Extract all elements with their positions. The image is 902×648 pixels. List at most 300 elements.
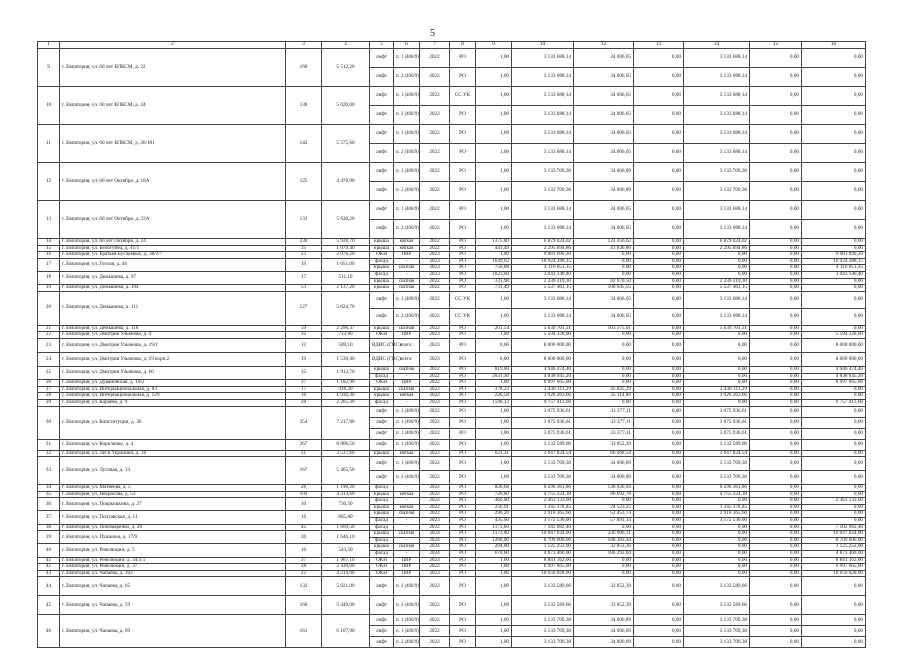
data-cell: 2 295 694,86 xyxy=(684,245,750,252)
data-cell: 0,00 xyxy=(750,439,802,450)
row-number: 46 xyxy=(38,615,60,648)
data-cell: 1,00 xyxy=(476,49,512,68)
data-cell: 256,91 xyxy=(476,504,512,511)
data-cell: 2022 xyxy=(420,485,450,492)
data-cell: РО xyxy=(450,245,476,252)
table-body xyxy=(38,49,866,648)
area-cell: 1 669,50 xyxy=(322,524,370,531)
data-cell: 2022 xyxy=(420,239,450,246)
data-cell: 6 879 024,02 xyxy=(512,239,574,246)
data-cell: всего: xyxy=(394,352,420,366)
data-cell: 33 852,39 xyxy=(574,577,634,596)
row-number: 43 xyxy=(38,570,60,577)
data-cell: 0,00 xyxy=(802,285,866,292)
data-cell: 1,00 xyxy=(476,163,512,182)
data-cell: 0,00 xyxy=(634,615,684,626)
data-cell: 5 594 328,00 xyxy=(512,332,574,339)
address-cell: г. Евпатория, ул. Чапаева, д. 59 xyxy=(60,596,286,615)
column-header: 9 xyxy=(476,42,512,49)
count-cell: 167 xyxy=(286,457,322,485)
data-cell: 0,00 xyxy=(634,524,684,531)
data-cell: п. 1 (400/9) xyxy=(394,87,420,106)
data-cell: п. 2 (400/9) xyxy=(394,68,420,87)
data-cell: 8 000 000,00 xyxy=(512,338,574,352)
data-cell: 3 133 688,14 xyxy=(684,291,750,308)
data-cell: 34 006,65 xyxy=(574,308,634,325)
data-cell: - xyxy=(394,537,420,544)
row-number: 18 xyxy=(38,271,60,284)
data-cell: РО xyxy=(450,457,476,471)
data-cell: 4 873 460,00 xyxy=(512,551,574,558)
data-cell: 1 926 263,66 xyxy=(512,393,574,400)
data-cell: 1,00 xyxy=(476,615,512,626)
count-cell: 45 xyxy=(286,524,322,531)
data-cell: 52 453,74 xyxy=(574,511,634,518)
data-cell: СС УК xyxy=(450,87,476,106)
table-row xyxy=(38,570,866,577)
data-cell: 2023 xyxy=(420,265,450,272)
data-cell: 0,00 xyxy=(574,524,634,531)
data-cell: 1200,00 xyxy=(476,537,512,544)
area-cell: 1 912,70 xyxy=(322,366,370,379)
row-number: 33 xyxy=(38,457,60,485)
data-cell: 2024 xyxy=(420,551,450,558)
data-cell: РО xyxy=(450,428,476,439)
data-cell: 0,00 xyxy=(684,557,750,564)
row-number: 16 xyxy=(38,252,60,259)
data-cell: 226,58 xyxy=(476,393,512,400)
data-cell: 34 006,89 xyxy=(574,182,634,201)
data-cell: 1,00 xyxy=(476,570,512,577)
address-cell: г. Евпатория, ул. Гоголя, д. 46 xyxy=(60,258,286,271)
row-number: 38 xyxy=(38,524,60,531)
data-cell: 0,00 xyxy=(750,417,802,428)
data-cell: 0,00 xyxy=(634,450,684,457)
data-cell: лифт xyxy=(370,144,394,163)
data-cell: 0,00 xyxy=(750,564,802,571)
count-cell: 53 xyxy=(286,285,322,292)
data-cell: 0,00 xyxy=(750,338,802,352)
data-cell: 3 133 688,14 xyxy=(512,68,574,87)
data-cell: 1,00 xyxy=(476,220,512,239)
data-cell: РО xyxy=(450,278,476,285)
data-cell: 2 330 310,30 xyxy=(684,278,750,285)
address-cell: г. Евпатория, ул. 60 лет ВЛКСМ, д. 22 xyxy=(60,49,286,87)
data-cell: 3 133 688,14 xyxy=(512,220,574,239)
data-cell: 7 182 982,40 xyxy=(802,524,866,531)
data-cell: лифт xyxy=(370,106,394,125)
data-cell: крыша xyxy=(370,393,394,400)
data-cell: 1,00 xyxy=(476,68,512,87)
address-cell: г. Евпатория, ул. 60 лет Октября, д. 22А xyxy=(60,201,286,239)
data-cell: 3 043 140,40 xyxy=(512,271,574,278)
area-cell: 713,60 xyxy=(322,332,370,339)
data-cell: 2022 xyxy=(420,511,450,518)
data-cell: 0,00 xyxy=(634,557,684,564)
data-cell: 0,00 xyxy=(574,380,634,387)
data-cell: лифт xyxy=(370,68,394,87)
data-cell: 0,00 xyxy=(634,531,684,538)
data-cell: 1,00 xyxy=(476,182,512,201)
data-cell: 3 133 688,14 xyxy=(512,87,574,106)
data-cell: крыша xyxy=(370,325,394,332)
data-cell: 0,00 xyxy=(802,291,866,308)
data-cell: 0,00 xyxy=(684,338,750,352)
data-cell: 0,00 xyxy=(634,87,684,106)
data-cell: 0,00 xyxy=(802,239,866,246)
area-cell: 2 296,37 xyxy=(322,325,370,332)
data-cell: - xyxy=(394,271,420,278)
data-cell: 33 377,11 xyxy=(574,428,634,439)
data-cell: 4 116 051,35 xyxy=(802,265,866,272)
column-header: 14 xyxy=(684,42,750,49)
data-cell: РО xyxy=(450,537,476,544)
count-cell: 28 xyxy=(286,485,322,492)
data-cell: 3 133 688,14 xyxy=(512,291,574,308)
address-cell: г. Евпатория, ул. Революции, д. 34/1/1 xyxy=(60,557,286,564)
table-row xyxy=(38,457,866,471)
data-cell: лифт xyxy=(370,615,394,626)
data-cell: РО xyxy=(450,551,476,558)
data-cell: 0,00 xyxy=(802,518,866,525)
area-cell: 5 575,60 xyxy=(322,125,370,163)
data-cell: 24 523,25 xyxy=(574,504,634,511)
data-cell: 0,00 xyxy=(750,491,802,498)
count-cell: 354 xyxy=(286,406,322,439)
data-cell: 3 133 589,66 xyxy=(512,596,574,615)
data-cell: 0,00 xyxy=(750,352,802,366)
address-cell: г. Евпатория, ул. Дмитрия Ульянова, д. 66 xyxy=(60,366,286,379)
data-cell: 0,00 xyxy=(750,511,802,518)
area-cell: 1 651,00 xyxy=(322,258,370,271)
count-cell: 37 xyxy=(286,557,322,564)
data-cell: 0,00 xyxy=(750,504,802,511)
data-cell: 3 133 709,38 xyxy=(512,163,574,182)
area-cell: 1 182,90 xyxy=(322,380,370,387)
data-cell: 0,00 xyxy=(684,399,750,406)
data-cell: фасад xyxy=(370,551,394,558)
data-cell: 2023 xyxy=(420,518,450,525)
data-cell: 2022 xyxy=(420,615,450,626)
table-row xyxy=(38,352,866,366)
data-cell: 0,00 xyxy=(574,338,634,352)
data-cell: ПИР xyxy=(394,564,420,571)
count-cell: 10 xyxy=(286,498,322,511)
data-cell: 41 830,86 xyxy=(574,245,634,252)
data-cell: РО xyxy=(450,524,476,531)
data-cell: 34 006,65 xyxy=(574,68,634,87)
data-cell: 0,00 xyxy=(750,457,802,471)
area-cell: 5 512,20 xyxy=(322,49,370,87)
column-header: 2 xyxy=(60,42,286,49)
data-cell: 3 133 589,66 xyxy=(512,577,574,596)
data-cell: п. 2 (400/9) xyxy=(394,471,420,485)
data-cell: 1,00 xyxy=(476,106,512,125)
data-cell: лифт xyxy=(370,471,394,485)
data-cell: 731,49 xyxy=(476,285,512,292)
data-cell: РО xyxy=(450,577,476,596)
data-cell: 6 997 665,00 xyxy=(512,380,574,387)
count-cell: 127 xyxy=(286,291,322,325)
area-cell: 5 921,00 xyxy=(322,577,370,596)
data-cell: 3 133 709,38 xyxy=(512,626,574,637)
data-cell: 0,00 xyxy=(750,498,802,505)
data-cell: РО xyxy=(450,557,476,564)
data-cell: РО xyxy=(450,615,476,626)
data-cell: 2022 xyxy=(420,220,450,239)
data-cell: 0,00 xyxy=(684,544,750,551)
data-cell: 1 345 378,45 xyxy=(684,504,750,511)
data-cell: 0,00 xyxy=(634,399,684,406)
data-cell: 3 133 688,14 xyxy=(684,106,750,125)
address-cell: г. Евпатория, ул. Чапаева, д. 69 xyxy=(60,615,286,648)
data-cell: 1,00 xyxy=(476,291,512,308)
data-cell: 1 926 263,66 xyxy=(684,393,750,400)
table-row xyxy=(38,125,866,144)
data-cell: 0,00 xyxy=(634,291,684,308)
data-cell: 0,00 xyxy=(684,531,750,538)
data-cell: 8 000 000,00 xyxy=(802,352,866,366)
data-cell: п. 1 (400/9) xyxy=(394,439,420,450)
data-cell: 0,00 xyxy=(750,87,802,106)
data-cell: 6 298 361,86 xyxy=(512,485,574,492)
data-cell: 0,00 xyxy=(634,518,684,525)
data-cell: 2023 xyxy=(420,352,450,366)
data-cell: 1,00 xyxy=(476,308,512,325)
row-number: 32 xyxy=(38,450,60,457)
count-cell: 19 xyxy=(286,352,322,366)
area-cell: 4 313,60 xyxy=(322,491,370,498)
data-cell: скатная xyxy=(394,511,420,518)
data-cell: 1,00 xyxy=(476,637,512,648)
data-cell: лифт xyxy=(370,182,394,201)
data-cell: 5 537 463,15 xyxy=(512,285,574,292)
row-number: 25 xyxy=(38,366,60,379)
data-cell: 0,00 xyxy=(750,182,802,201)
data-cell: 0,00 xyxy=(634,504,684,511)
data-cell: РО xyxy=(450,265,476,272)
data-cell: 0,00 xyxy=(634,406,684,417)
column-header: 3 xyxy=(286,42,322,49)
data-cell: 3 133 589,66 xyxy=(684,439,750,450)
data-cell: 5 639 701,31 xyxy=(512,325,574,332)
data-cell: 3 043 140,40 xyxy=(802,271,866,278)
data-cell: ПИР xyxy=(394,570,420,577)
data-cell: лифт xyxy=(370,49,394,68)
data-cell: 188 383,44 xyxy=(574,537,634,544)
data-cell: 0,00 xyxy=(684,258,750,265)
data-cell: 0,00 xyxy=(802,393,866,400)
data-cell: 0,00 xyxy=(574,252,634,259)
data-cell: 2 430 311,29 xyxy=(512,386,574,393)
data-cell: 3 133 709,38 xyxy=(684,471,750,485)
data-cell: 0,00 xyxy=(634,596,684,615)
count-cell: 160 xyxy=(286,596,322,615)
data-cell: 1,00 xyxy=(476,428,512,439)
data-cell: лифт xyxy=(370,417,394,428)
address-cell: г. Евпатория, ул. Чапаева, д. 102 xyxy=(60,570,286,577)
data-cell: 33 377,11 xyxy=(574,406,634,417)
row-number: 17 xyxy=(38,258,60,271)
data-cell: 0,00 xyxy=(802,386,866,393)
area-cell: 1 967,10 xyxy=(322,557,370,564)
data-cell: 35 114,86 xyxy=(574,393,634,400)
data-cell: 8 000 000,00 xyxy=(802,338,866,352)
address-cell: г. Евпатория, ул. Интернациональная, д. 129 xyxy=(60,393,286,400)
row-number: 31 xyxy=(38,439,60,450)
area-cell: 5 928,70 xyxy=(322,239,370,246)
data-cell: РО xyxy=(450,125,476,144)
row-number: 19 xyxy=(38,285,60,292)
data-cell: 0,00 xyxy=(634,637,684,648)
data-cell: п. 1 (400/9) xyxy=(394,125,420,144)
data-cell: 5 594 328,00 xyxy=(802,332,866,339)
data-cell: 10 047 024,00 xyxy=(802,531,866,538)
data-cell: 4 838 945,20 xyxy=(512,373,574,380)
data-cell: 1 125 252,00 xyxy=(802,544,866,551)
data-cell: крыша xyxy=(370,531,394,538)
area-cell: 2 076,20 xyxy=(322,252,370,259)
data-cell: 1,00 xyxy=(476,471,512,485)
data-cell: 34 006,65 xyxy=(574,49,634,68)
row-number: 41 xyxy=(38,557,60,564)
data-cell: 0,00 xyxy=(634,511,684,518)
data-cell: РО xyxy=(450,564,476,571)
address-cell: г. Евпатория, ул. Демышева, д. 111 xyxy=(60,291,286,325)
data-cell: скатная xyxy=(394,366,420,373)
area-cell: 1 539,40 xyxy=(322,352,370,366)
data-cell: 0,00 xyxy=(634,285,684,292)
data-cell: 0,00 xyxy=(750,366,802,373)
data-cell: всего: xyxy=(394,338,420,352)
data-cell: 3 133 589,66 xyxy=(684,596,750,615)
data-cell: 0,00 xyxy=(750,596,802,615)
address-cell: г. Евпатория, ул. Братьев Буслаевых, д. 30/2/7 xyxy=(60,252,286,259)
data-cell: скатная xyxy=(394,386,420,393)
data-cell: 378,23 xyxy=(476,386,512,393)
data-cell: 0,00 xyxy=(574,352,634,366)
data-cell: 2022 xyxy=(420,524,450,531)
data-cell: РО xyxy=(450,596,476,615)
data-cell: крыша xyxy=(370,511,394,518)
data-cell: 0,00 xyxy=(634,245,684,252)
data-cell: п. 1 (400/9) xyxy=(394,291,420,308)
address-cell: г. Евпатория, ул. Демышева, д. 97 xyxy=(60,271,286,284)
data-cell: 0,00 xyxy=(634,252,684,259)
area-cell: 1 079,40 xyxy=(322,245,370,252)
data-cell: 0,00 xyxy=(750,68,802,87)
data-cell: - xyxy=(394,551,420,558)
data-cell: 0,00 xyxy=(802,417,866,428)
count-cell: 35 xyxy=(286,332,322,339)
data-cell: 34 006,89 xyxy=(574,471,634,485)
data-cell: РО xyxy=(450,450,476,457)
row-number: 44 xyxy=(38,577,60,596)
data-cell: скатная xyxy=(394,531,420,538)
data-cell: 3 133 688,14 xyxy=(512,106,574,125)
row-number: 10 xyxy=(38,87,60,125)
data-cell: 2023 xyxy=(420,258,450,265)
data-cell: 2023 xyxy=(420,570,450,577)
data-cell: 2023 xyxy=(420,252,450,259)
data-cell: 0,00 xyxy=(802,49,866,68)
data-cell: 0,00 xyxy=(802,596,866,615)
data-cell: п. 1 (400/9) xyxy=(394,417,420,428)
data-cell: 3 133 688,14 xyxy=(684,144,750,163)
data-cell: 0,00 xyxy=(750,278,802,285)
data-cell: РО xyxy=(450,498,476,505)
table-row xyxy=(38,399,866,406)
count-cell: 28 xyxy=(286,564,322,571)
row-number: 42 xyxy=(38,564,60,571)
data-cell: 0,00 xyxy=(634,498,684,505)
data-cell: 0,00 xyxy=(634,551,684,558)
row-number: 45 xyxy=(38,596,60,615)
data-cell: мягкая xyxy=(394,245,420,252)
data-cell: 0,00 xyxy=(684,551,750,558)
data-cell: фасад xyxy=(370,373,394,380)
data-cell: 2022 xyxy=(420,596,450,615)
data-cell: 1598,13 xyxy=(476,399,512,406)
data-cell: п. 2 (400/9) xyxy=(394,577,420,596)
row-number: 26 xyxy=(38,380,60,387)
data-cell: лифт xyxy=(370,577,394,596)
data-cell: 0,00 xyxy=(750,125,802,144)
data-cell: лифт xyxy=(370,439,394,450)
data-cell: 2022 xyxy=(420,457,450,471)
data-cell: 2 363 133,60 xyxy=(802,498,866,505)
table-row xyxy=(38,338,866,352)
data-cell: 0,00 xyxy=(802,125,866,144)
table-row xyxy=(38,163,866,182)
data-cell: 124 356,62 xyxy=(574,239,634,246)
address-cell: г. Евпатория, ул. 60 лет Октября, д. 24 xyxy=(60,239,286,246)
area-cell: 4 476,90 xyxy=(322,163,370,201)
data-cell: 0,00 xyxy=(802,406,866,417)
data-cell: 2022 xyxy=(420,163,450,182)
data-cell: 0,00 xyxy=(634,471,684,485)
data-cell: 204,00 xyxy=(476,544,512,551)
data-cell: крыша xyxy=(370,285,394,292)
count-cell: 23 xyxy=(286,252,322,259)
data-cell: РО xyxy=(450,406,476,417)
row-number: 11 xyxy=(38,125,60,163)
data-cell: 100 945,55 xyxy=(574,285,634,292)
data-cell: 2022 xyxy=(420,428,450,439)
data-cell: 3 172 530,00 xyxy=(684,518,750,525)
count-cell: 16 xyxy=(286,544,322,557)
area-cell: 865,80 xyxy=(322,511,370,524)
data-cell: 3 133 709,38 xyxy=(512,182,574,201)
address-cell: г. Евпатория, ул. 60 лет Октября, д. 18А xyxy=(60,163,286,201)
data-cell: 1,00 xyxy=(476,439,512,450)
data-cell: 0,00 xyxy=(802,87,866,106)
data-cell: 8 709 600,00 xyxy=(802,537,866,544)
data-cell: - xyxy=(394,399,420,406)
data-cell: 1 345 378,45 xyxy=(512,504,574,511)
data-cell: 0,00 xyxy=(476,338,512,352)
data-cell: мягкая xyxy=(394,491,420,498)
address-cell: г. Евпатория, ул. Леси Украинки, д. 10 xyxy=(60,450,286,457)
row-number: 22 xyxy=(38,332,60,339)
data-cell: п. 1 (400/9) xyxy=(394,49,420,68)
data-cell: 3 133 709,38 xyxy=(684,457,750,471)
area-cell: 6 107,90 xyxy=(322,615,370,648)
data-cell: 0,00 xyxy=(684,252,750,259)
data-cell: 2022 xyxy=(420,380,450,387)
data-cell: 32 853,36 xyxy=(574,544,634,551)
data-cell: 0,00 xyxy=(634,338,684,352)
